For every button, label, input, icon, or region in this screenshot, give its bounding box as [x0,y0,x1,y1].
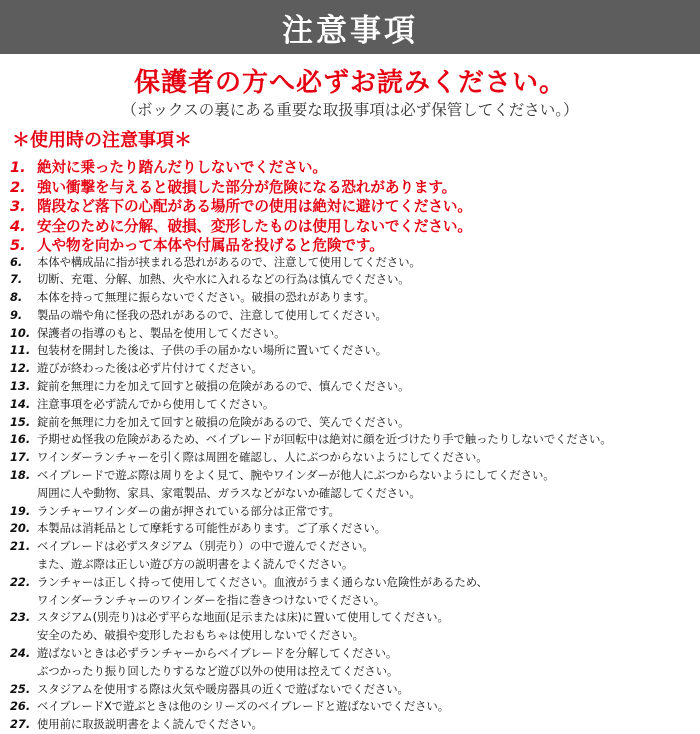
item-number: 14. [10,396,31,411]
list-item [10,195,698,215]
item-text: 本製品は消耗品として摩耗する可能性があります。ご了承ください。 [37,521,387,536]
list-item [10,431,698,449]
list-item [10,378,698,396]
list-item [10,271,698,289]
item-text: 人や物を向かって本体や付属品を投げると危険です。 [37,237,384,254]
item-text: 包装材を開封した後は、子供の手の届かない場所に置いてください。 [37,343,388,358]
list-item [10,592,698,610]
item-number: 18. [10,468,31,483]
item-number: 4. [10,217,26,235]
item-number: 6. [10,254,23,269]
item-text: ベイブレードで遊ぶ際は周りをよく見て、腕やワインダーが他人にぶつからないようにしてください。 [37,468,555,483]
item-text: ワインダーランチャーを引く際は周囲を確認し、人にぶつからないようにしてください。 [37,450,488,465]
list-item [10,681,698,699]
item-number: 17. [10,450,31,465]
item-number: 23. [10,610,31,625]
item-number: 3. [10,198,26,215]
item-text: ランチャーワインダーの歯が押されている部分は正常です。 [37,503,340,518]
item-text: 本体や構成品に指が挟まれる恐れがあるので、注意して使用してください。 [37,254,421,269]
item-text: ワインダーランチャーのワインダーを指に巻きつけないでください。 [37,592,386,607]
list-item [10,215,698,235]
list-item [10,342,698,360]
item-text: 強い衝撃を与えると破損した部分が危険になる恐れがあります。 [37,178,457,196]
item-text: 注意事項を必ず読んでから使用してください。 [37,396,275,411]
list-item [10,325,698,343]
item-text: また、遊ぶ際は正しい遊び方の説明書をよく読んでください。 [37,557,354,572]
list-item [10,556,698,574]
item-text: 製品の端や角に怪我の恐れがあるので、注意して使用してください。 [37,307,387,322]
header-bar [0,0,700,54]
list-item [10,396,698,414]
list-item [10,663,698,681]
item-text: 周囲に人や動物、家具、家電製品、ガラスなどがないか確認してください。 [37,485,421,500]
item-number: 20. [10,521,31,536]
list-item [10,307,698,325]
item-number: 13. [10,379,31,394]
item-number: 1. [10,159,26,176]
item-text: 切断、充電、分解、加熱、火や水に入れるなどの行為は慎んでください。 [37,272,410,287]
caution-list [10,156,698,734]
item-text: 本体を持って無理に振らないでください。破損の恐れがあります。 [37,290,375,305]
list-item [10,520,698,538]
item-number: 12. [10,361,31,376]
item-number: 9. [10,307,23,322]
page-title: 注意事項 [282,12,418,49]
item-number: 7. [10,272,23,287]
list-item [10,156,698,176]
item-number: 25. [10,681,31,696]
item-text: ベイブレードは必ずスタジアム（別売り）の中で遊んでください。 [37,539,374,554]
item-text: スタジアム(別売り)は必ず平らな地面(足示または床)に置いて使用してください。 [37,610,449,625]
item-number: 21. [10,539,31,554]
list-item [10,627,698,645]
item-text: ぶつかったり振り回したりするなど遊び以外の使用は控えてください。 [37,663,399,678]
item-number: 16. [10,432,31,447]
list-item [10,574,698,592]
item-number: 10. [10,325,31,340]
guardian-notice: 保護者の方へ必ずお読みください。 [133,68,566,98]
item-number: 2. [10,178,26,196]
item-text: 安全のために分解、破損、変形したものは使用しないでください。 [37,217,472,235]
list-item [10,289,698,307]
item-number: 22. [10,574,31,589]
list-item [10,645,698,663]
item-number: 24. [10,646,31,661]
item-text: 安全のため、破損や変形したおもちゃは使用しないでください。 [37,628,364,643]
list-item [10,414,698,432]
item-number: 26. [10,699,31,714]
list-item [10,360,698,378]
list-item [10,485,698,503]
storage-note: （ボックスの裏にある重要な取扱事項は必ず保管してください。） [121,101,579,119]
list-item [10,698,698,716]
item-text: ランチャーは正しく持って使用してください。血液がうまく通らない危険性があるため、 [37,574,488,589]
item-number: 15. [10,414,31,429]
list-item [10,449,698,467]
item-text: 絶対に乗ったり踏んだりしないでください。 [37,159,327,176]
item-text: 錠前を無理に力を加えて回すと破損の危険があるので、笑んでください。 [37,414,410,429]
item-number: 8. [10,290,23,305]
list-item [10,467,698,485]
item-text: 遊びが終わった後は必ず片付けてください。 [37,361,263,376]
item-number: 11. [10,343,31,358]
section-heading: ＊使用時の注意事項＊ [12,130,192,151]
list-item [10,503,698,521]
item-text: 保護者の指導のもと、製品を使用してください。 [37,325,286,340]
item-text: 使用前に取扱説明書をよく読んでください。 [37,717,263,732]
item-number: 5. [10,237,26,254]
item-text: スタジアムを使用する際は火気や暖房器具の近くで遊ばないでください。 [37,681,409,696]
item-text: ベイブレードXで遊ぶときは他のシリーズのベイブレードと遊ばないでください。 [37,699,450,714]
list-item [10,716,698,734]
item-number: 19. [10,503,31,518]
item-text: 階段など落下の心配がある場所での使用は絶対に避けてください。 [37,198,472,215]
item-text: 錠前を無理に力を加えて回すと破損の危険があるので、慎んでください。 [37,379,410,394]
list-item [10,234,698,254]
list-item [10,538,698,556]
item-text: 遊ばないときは必ずランチャーからベイブレードを分解してください。 [37,646,398,661]
list-item [10,609,698,627]
item-number: 27. [10,717,31,732]
item-text: 予期せぬ怪我の危険があるため、ベイブレードが回転中は絶対に顔を近づけたり手で触ったりしないでください。 [37,432,612,447]
list-item [10,254,698,272]
list-item [10,176,698,196]
